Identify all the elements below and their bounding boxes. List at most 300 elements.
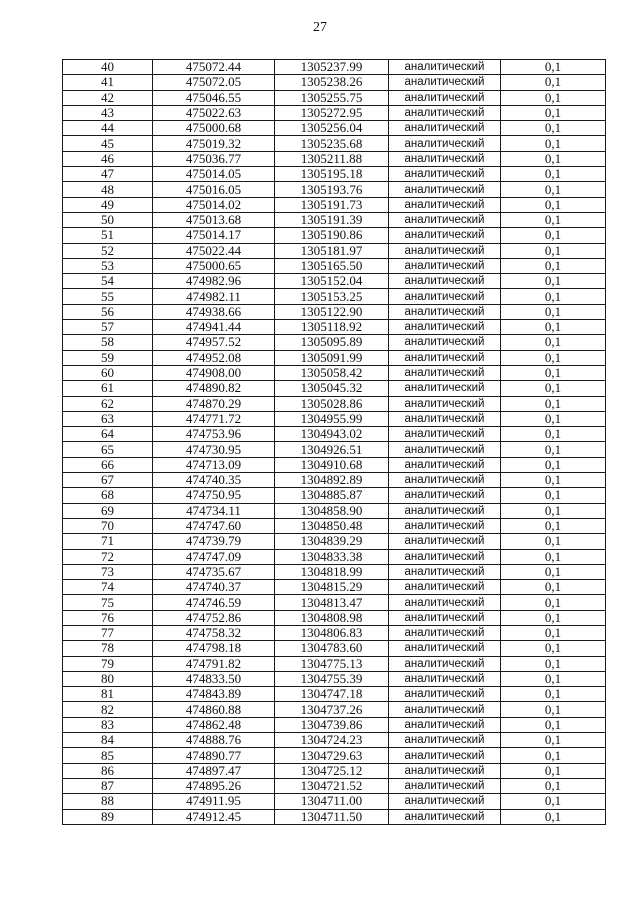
accuracy-cell: 0,1 [501, 258, 606, 273]
accuracy-cell: 0,1 [501, 243, 606, 258]
method-cell: аналитический [389, 625, 501, 640]
point-number-cell: 56 [63, 304, 153, 319]
method-cell: аналитический [389, 381, 501, 396]
method-cell: аналитический [389, 136, 501, 151]
method-cell: аналитический [389, 350, 501, 365]
y-coordinate-cell: 1304739.86 [275, 717, 389, 732]
table-row [63, 105, 606, 120]
table-row [63, 121, 606, 136]
table-row [63, 687, 606, 702]
method-cell: аналитический [389, 427, 501, 442]
accuracy-cell: 0,1 [501, 381, 606, 396]
method-cell: аналитический [389, 320, 501, 335]
y-coordinate-cell: 1304815.29 [275, 580, 389, 595]
accuracy-cell: 0,1 [501, 503, 606, 518]
x-coordinate-cell: 474735.67 [153, 564, 275, 579]
accuracy-cell: 0,1 [501, 60, 606, 75]
y-coordinate-cell: 1305058.42 [275, 365, 389, 380]
y-coordinate-cell: 1304724.23 [275, 733, 389, 748]
table-row [63, 671, 606, 686]
x-coordinate-cell: 475000.68 [153, 121, 275, 136]
method-cell: аналитический [389, 549, 501, 564]
table-row [63, 809, 606, 824]
method-cell: аналитический [389, 794, 501, 809]
y-coordinate-cell: 1304910.68 [275, 457, 389, 472]
method-cell: аналитический [389, 687, 501, 702]
y-coordinate-cell: 1304729.63 [275, 748, 389, 763]
accuracy-cell: 0,1 [501, 733, 606, 748]
point-number-cell: 74 [63, 580, 153, 595]
point-number-cell: 60 [63, 365, 153, 380]
table-row [63, 702, 606, 717]
table-row [63, 457, 606, 472]
y-coordinate-cell: 1305045.32 [275, 381, 389, 396]
accuracy-cell: 0,1 [501, 289, 606, 304]
point-number-cell: 41 [63, 75, 153, 90]
accuracy-cell: 0,1 [501, 625, 606, 640]
accuracy-cell: 0,1 [501, 75, 606, 90]
point-number-cell: 69 [63, 503, 153, 518]
x-coordinate-cell: 474753.96 [153, 427, 275, 442]
table-row [63, 442, 606, 457]
method-cell: аналитический [389, 274, 501, 289]
table-row [63, 763, 606, 778]
y-coordinate-cell: 1304808.98 [275, 610, 389, 625]
accuracy-cell: 0,1 [501, 656, 606, 671]
point-number-cell: 68 [63, 488, 153, 503]
accuracy-cell: 0,1 [501, 320, 606, 335]
accuracy-cell: 0,1 [501, 671, 606, 686]
accuracy-cell: 0,1 [501, 702, 606, 717]
accuracy-cell: 0,1 [501, 534, 606, 549]
table-row [63, 595, 606, 610]
point-number-cell: 54 [63, 274, 153, 289]
table-row [63, 136, 606, 151]
point-number-cell: 50 [63, 212, 153, 227]
y-coordinate-cell: 1305153.25 [275, 289, 389, 304]
x-coordinate-cell: 474982.96 [153, 274, 275, 289]
x-coordinate-cell: 474912.45 [153, 809, 275, 824]
x-coordinate-cell: 475036.77 [153, 151, 275, 166]
y-coordinate-cell: 1305256.04 [275, 121, 389, 136]
point-number-cell: 53 [63, 258, 153, 273]
table-row [63, 534, 606, 549]
method-cell: аналитический [389, 641, 501, 656]
method-cell: аналитический [389, 60, 501, 75]
point-number-cell: 42 [63, 90, 153, 105]
table-row [63, 335, 606, 350]
y-coordinate-cell: 1305165.50 [275, 258, 389, 273]
point-number-cell: 45 [63, 136, 153, 151]
point-number-cell: 82 [63, 702, 153, 717]
x-coordinate-cell: 474895.26 [153, 778, 275, 793]
y-coordinate-cell: 1304839.29 [275, 534, 389, 549]
page-number: 27 [313, 20, 327, 35]
x-coordinate-cell: 474746.59 [153, 595, 275, 610]
x-coordinate-cell: 474798.18 [153, 641, 275, 656]
accuracy-cell: 0,1 [501, 809, 606, 824]
accuracy-cell: 0,1 [501, 748, 606, 763]
method-cell: аналитический [389, 365, 501, 380]
y-coordinate-cell: 1304711.00 [275, 794, 389, 809]
x-coordinate-cell: 474897.47 [153, 763, 275, 778]
accuracy-cell: 0,1 [501, 687, 606, 702]
y-coordinate-cell: 1305235.68 [275, 136, 389, 151]
accuracy-cell: 0,1 [501, 167, 606, 182]
table-row [63, 320, 606, 335]
y-coordinate-cell: 1305211.88 [275, 151, 389, 166]
method-cell: аналитический [389, 411, 501, 426]
x-coordinate-cell: 475016.05 [153, 182, 275, 197]
table-row [63, 518, 606, 533]
table-row [63, 167, 606, 182]
table-row [63, 289, 606, 304]
x-coordinate-cell: 475014.05 [153, 167, 275, 182]
y-coordinate-cell: 1304737.26 [275, 702, 389, 717]
table-row [63, 748, 606, 763]
point-number-cell: 47 [63, 167, 153, 182]
x-coordinate-cell: 474908.00 [153, 365, 275, 380]
method-cell: аналитический [389, 503, 501, 518]
x-coordinate-cell: 474938.66 [153, 304, 275, 319]
point-number-cell: 52 [63, 243, 153, 258]
table-row [63, 258, 606, 273]
method-cell: аналитический [389, 656, 501, 671]
table-row [63, 427, 606, 442]
method-cell: аналитический [389, 105, 501, 120]
y-coordinate-cell: 1305091.99 [275, 350, 389, 365]
y-coordinate-cell: 1304833.38 [275, 549, 389, 564]
x-coordinate-cell: 474739.79 [153, 534, 275, 549]
y-coordinate-cell: 1305193.76 [275, 182, 389, 197]
method-cell: аналитический [389, 778, 501, 793]
method-cell: аналитический [389, 304, 501, 319]
point-number-cell: 76 [63, 610, 153, 625]
accuracy-cell: 0,1 [501, 488, 606, 503]
method-cell: аналитический [389, 243, 501, 258]
method-cell: аналитический [389, 167, 501, 182]
method-cell: аналитический [389, 182, 501, 197]
point-number-cell: 67 [63, 473, 153, 488]
table-row [63, 503, 606, 518]
accuracy-cell: 0,1 [501, 151, 606, 166]
x-coordinate-cell: 474890.82 [153, 381, 275, 396]
point-number-cell: 79 [63, 656, 153, 671]
method-cell: аналитический [389, 488, 501, 503]
table-row [63, 60, 606, 75]
method-cell: аналитический [389, 90, 501, 105]
y-coordinate-cell: 1305118.92 [275, 320, 389, 335]
y-coordinate-cell: 1304943.02 [275, 427, 389, 442]
x-coordinate-cell: 474952.08 [153, 350, 275, 365]
accuracy-cell: 0,1 [501, 105, 606, 120]
accuracy-cell: 0,1 [501, 121, 606, 136]
accuracy-cell: 0,1 [501, 763, 606, 778]
accuracy-cell: 0,1 [501, 595, 606, 610]
y-coordinate-cell: 1304926.51 [275, 442, 389, 457]
y-coordinate-cell: 1305195.18 [275, 167, 389, 182]
accuracy-cell: 0,1 [501, 717, 606, 732]
table-row [63, 304, 606, 319]
point-number-cell: 40 [63, 60, 153, 75]
y-coordinate-cell: 1304721.52 [275, 778, 389, 793]
accuracy-cell: 0,1 [501, 794, 606, 809]
table-row [63, 411, 606, 426]
method-cell: аналитический [389, 197, 501, 212]
x-coordinate-cell: 474890.77 [153, 748, 275, 763]
y-coordinate-cell: 1305028.86 [275, 396, 389, 411]
table-row [63, 641, 606, 656]
x-coordinate-cell: 475019.32 [153, 136, 275, 151]
table-row [63, 733, 606, 748]
accuracy-cell: 0,1 [501, 212, 606, 227]
table-row [63, 197, 606, 212]
y-coordinate-cell: 1305191.39 [275, 212, 389, 227]
table-row [63, 488, 606, 503]
method-cell: аналитический [389, 75, 501, 90]
y-coordinate-cell: 1304711.50 [275, 809, 389, 824]
x-coordinate-cell: 474888.76 [153, 733, 275, 748]
method-cell: аналитический [389, 748, 501, 763]
y-coordinate-cell: 1305190.86 [275, 228, 389, 243]
method-cell: аналитический [389, 289, 501, 304]
x-coordinate-cell: 474750.95 [153, 488, 275, 503]
x-coordinate-cell: 475072.05 [153, 75, 275, 90]
accuracy-cell: 0,1 [501, 304, 606, 319]
point-number-cell: 64 [63, 427, 153, 442]
method-cell: аналитический [389, 396, 501, 411]
x-coordinate-cell: 474833.50 [153, 671, 275, 686]
table-row [63, 350, 606, 365]
y-coordinate-cell: 1304725.12 [275, 763, 389, 778]
method-cell: аналитический [389, 717, 501, 732]
table-row [63, 396, 606, 411]
method-cell: аналитический [389, 335, 501, 350]
y-coordinate-cell: 1305122.90 [275, 304, 389, 319]
x-coordinate-cell: 475014.02 [153, 197, 275, 212]
y-coordinate-cell: 1304755.39 [275, 671, 389, 686]
point-number-cell: 51 [63, 228, 153, 243]
accuracy-cell: 0,1 [501, 274, 606, 289]
y-coordinate-cell: 1304885.87 [275, 488, 389, 503]
point-number-cell: 48 [63, 182, 153, 197]
x-coordinate-cell: 475046.55 [153, 90, 275, 105]
table-row [63, 580, 606, 595]
table-row [63, 549, 606, 564]
table-row [63, 473, 606, 488]
accuracy-cell: 0,1 [501, 197, 606, 212]
point-number-cell: 72 [63, 549, 153, 564]
method-cell: аналитический [389, 763, 501, 778]
table-row [63, 717, 606, 732]
point-number-cell: 78 [63, 641, 153, 656]
x-coordinate-cell: 474740.35 [153, 473, 275, 488]
point-number-cell: 88 [63, 794, 153, 809]
accuracy-cell: 0,1 [501, 564, 606, 579]
point-number-cell: 57 [63, 320, 153, 335]
point-number-cell: 86 [63, 763, 153, 778]
accuracy-cell: 0,1 [501, 442, 606, 457]
x-coordinate-cell: 474758.32 [153, 625, 275, 640]
point-number-cell: 49 [63, 197, 153, 212]
point-number-cell: 89 [63, 809, 153, 824]
point-number-cell: 77 [63, 625, 153, 640]
point-number-cell: 55 [63, 289, 153, 304]
accuracy-cell: 0,1 [501, 473, 606, 488]
table-row [63, 656, 606, 671]
table-row [63, 365, 606, 380]
x-coordinate-cell: 474843.89 [153, 687, 275, 702]
accuracy-cell: 0,1 [501, 90, 606, 105]
method-cell: аналитический [389, 151, 501, 166]
table-row [63, 228, 606, 243]
point-number-cell: 81 [63, 687, 153, 702]
accuracy-cell: 0,1 [501, 335, 606, 350]
y-coordinate-cell: 1304850.48 [275, 518, 389, 533]
method-cell: аналитический [389, 809, 501, 824]
point-number-cell: 73 [63, 564, 153, 579]
method-cell: аналитический [389, 595, 501, 610]
y-coordinate-cell: 1305272.95 [275, 105, 389, 120]
point-number-cell: 85 [63, 748, 153, 763]
point-number-cell: 44 [63, 121, 153, 136]
point-number-cell: 71 [63, 534, 153, 549]
point-number-cell: 70 [63, 518, 153, 533]
accuracy-cell: 0,1 [501, 427, 606, 442]
accuracy-cell: 0,1 [501, 396, 606, 411]
y-coordinate-cell: 1305181.97 [275, 243, 389, 258]
x-coordinate-cell: 474791.82 [153, 656, 275, 671]
table-row [63, 243, 606, 258]
accuracy-cell: 0,1 [501, 580, 606, 595]
accuracy-cell: 0,1 [501, 457, 606, 472]
accuracy-cell: 0,1 [501, 228, 606, 243]
x-coordinate-cell: 474740.37 [153, 580, 275, 595]
point-number-cell: 66 [63, 457, 153, 472]
x-coordinate-cell: 474747.60 [153, 518, 275, 533]
x-coordinate-cell: 474860.88 [153, 702, 275, 717]
point-number-cell: 75 [63, 595, 153, 610]
x-coordinate-cell: 474911.95 [153, 794, 275, 809]
y-coordinate-cell: 1305238.26 [275, 75, 389, 90]
method-cell: аналитический [389, 671, 501, 686]
table-row [63, 274, 606, 289]
method-cell: аналитический [389, 258, 501, 273]
point-number-cell: 65 [63, 442, 153, 457]
accuracy-cell: 0,1 [501, 641, 606, 656]
y-coordinate-cell: 1305255.75 [275, 90, 389, 105]
point-number-cell: 83 [63, 717, 153, 732]
method-cell: аналитический [389, 473, 501, 488]
method-cell: аналитический [389, 457, 501, 472]
point-number-cell: 43 [63, 105, 153, 120]
accuracy-cell: 0,1 [501, 518, 606, 533]
x-coordinate-cell: 475000.65 [153, 258, 275, 273]
accuracy-cell: 0,1 [501, 549, 606, 564]
method-cell: аналитический [389, 212, 501, 227]
y-coordinate-cell: 1305095.89 [275, 335, 389, 350]
x-coordinate-cell: 474941.44 [153, 320, 275, 335]
accuracy-cell: 0,1 [501, 365, 606, 380]
method-cell: аналитический [389, 534, 501, 549]
x-coordinate-cell: 474752.86 [153, 610, 275, 625]
x-coordinate-cell: 474771.72 [153, 411, 275, 426]
y-coordinate-cell: 1304747.18 [275, 687, 389, 702]
point-number-cell: 61 [63, 381, 153, 396]
x-coordinate-cell: 475022.63 [153, 105, 275, 120]
accuracy-cell: 0,1 [501, 182, 606, 197]
table-row [63, 610, 606, 625]
table-row [63, 794, 606, 809]
y-coordinate-cell: 1304783.60 [275, 641, 389, 656]
point-number-cell: 84 [63, 733, 153, 748]
x-coordinate-cell: 475013.68 [153, 212, 275, 227]
y-coordinate-cell: 1305152.04 [275, 274, 389, 289]
x-coordinate-cell: 474713.09 [153, 457, 275, 472]
point-number-cell: 62 [63, 396, 153, 411]
method-cell: аналитический [389, 580, 501, 595]
method-cell: аналитический [389, 564, 501, 579]
method-cell: аналитический [389, 733, 501, 748]
accuracy-cell: 0,1 [501, 778, 606, 793]
accuracy-cell: 0,1 [501, 411, 606, 426]
x-coordinate-cell: 474957.52 [153, 335, 275, 350]
y-coordinate-cell: 1305191.73 [275, 197, 389, 212]
x-coordinate-cell: 474982.11 [153, 289, 275, 304]
table-row [63, 564, 606, 579]
y-coordinate-cell: 1304775.13 [275, 656, 389, 671]
point-number-cell: 63 [63, 411, 153, 426]
x-coordinate-cell: 474747.09 [153, 549, 275, 564]
method-cell: аналитический [389, 702, 501, 717]
table-row [63, 778, 606, 793]
x-coordinate-cell: 474734.11 [153, 503, 275, 518]
table-row [63, 381, 606, 396]
coordinates-table-body [63, 60, 606, 825]
accuracy-cell: 0,1 [501, 610, 606, 625]
table-row [63, 75, 606, 90]
accuracy-cell: 0,1 [501, 350, 606, 365]
x-coordinate-cell: 474730.95 [153, 442, 275, 457]
table-row [63, 625, 606, 640]
accuracy-cell: 0,1 [501, 136, 606, 151]
y-coordinate-cell: 1304818.99 [275, 564, 389, 579]
x-coordinate-cell: 474870.29 [153, 396, 275, 411]
method-cell: аналитический [389, 610, 501, 625]
y-coordinate-cell: 1304806.83 [275, 625, 389, 640]
coordinates-table [62, 59, 606, 825]
point-number-cell: 59 [63, 350, 153, 365]
y-coordinate-cell: 1304813.47 [275, 595, 389, 610]
method-cell: аналитический [389, 228, 501, 243]
y-coordinate-cell: 1305237.99 [275, 60, 389, 75]
y-coordinate-cell: 1304955.99 [275, 411, 389, 426]
y-coordinate-cell: 1304858.90 [275, 503, 389, 518]
point-number-cell: 58 [63, 335, 153, 350]
table-row [63, 212, 606, 227]
point-number-cell: 87 [63, 778, 153, 793]
point-number-cell: 80 [63, 671, 153, 686]
x-coordinate-cell: 474862.48 [153, 717, 275, 732]
x-coordinate-cell: 475072.44 [153, 60, 275, 75]
table-row [63, 90, 606, 105]
method-cell: аналитический [389, 442, 501, 457]
method-cell: аналитический [389, 121, 501, 136]
x-coordinate-cell: 475014.17 [153, 228, 275, 243]
x-coordinate-cell: 475022.44 [153, 243, 275, 258]
method-cell: аналитический [389, 518, 501, 533]
point-number-cell: 46 [63, 151, 153, 166]
